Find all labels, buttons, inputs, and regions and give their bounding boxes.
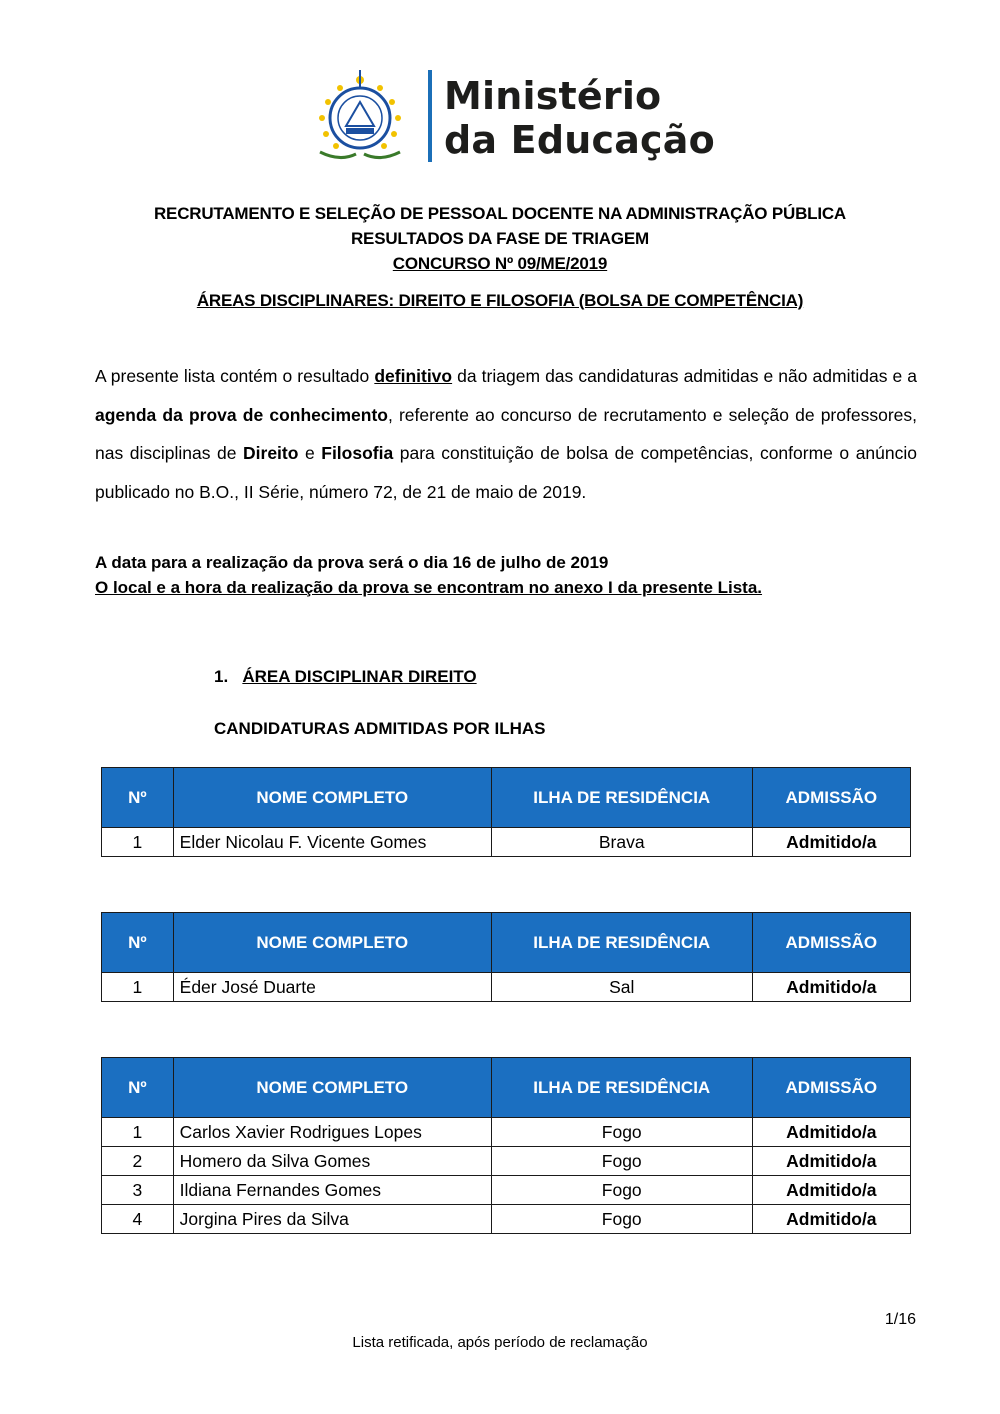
candidate-name: Éder José Duarte bbox=[173, 973, 491, 1002]
admission-status: Admitido/a bbox=[752, 828, 910, 857]
column-header: Nº bbox=[102, 913, 174, 973]
row-number: 4 bbox=[102, 1205, 174, 1234]
candidate-name: Jorgina Pires da Silva bbox=[173, 1205, 491, 1234]
intro-text-4: e bbox=[298, 443, 322, 463]
row-number: 1 bbox=[102, 973, 174, 1002]
logo-wordmark bbox=[444, 74, 715, 162]
admitted-table-fogo bbox=[101, 1057, 911, 1234]
table-header-row bbox=[102, 768, 911, 828]
intro-paragraph bbox=[95, 357, 917, 511]
logo-divider bbox=[428, 70, 432, 162]
intro-bold-direito: Direito bbox=[243, 443, 299, 463]
intro-bold-filosofia: Filosofia bbox=[321, 443, 394, 463]
title-line2: RESULTADOS DA FASE DE TRIAGEM bbox=[350, 229, 649, 248]
section-title: ÁREA DISCIPLINAR DIREITO bbox=[242, 667, 477, 686]
table-row bbox=[102, 973, 911, 1002]
column-header: Nº bbox=[102, 768, 174, 828]
section-subtitle: CANDIDATURAS ADMITIDAS POR ILHAS bbox=[214, 719, 546, 738]
intro-text-3: , referente ao concurso de recrutamento e seleção de professores, nas disciplinas de bbox=[95, 404, 917, 463]
title-line1: RECRUTAMENTO E SELEÇÃO DE PESSOAL DOCENTE NA ADMINISTRAÇÃO PÚBLICA bbox=[153, 204, 847, 223]
row-number: 3 bbox=[102, 1176, 174, 1205]
intro-bold-agenda: agenda da prova de conhecimento bbox=[95, 404, 388, 425]
column-header: NOME COMPLETO bbox=[173, 913, 491, 973]
island: Sal bbox=[491, 973, 752, 1002]
table-row bbox=[102, 1118, 911, 1147]
island: Fogo bbox=[491, 1147, 752, 1176]
admitted-table-brava bbox=[101, 767, 911, 857]
contest-number: CONCURSO Nº 09/ME/2019 bbox=[392, 254, 608, 273]
admitted-table-sal bbox=[101, 912, 911, 1002]
section-heading bbox=[214, 667, 477, 687]
column-header: ADMISSÃO bbox=[752, 768, 910, 828]
footer-note: Lista retificada, após período de reclamação bbox=[352, 1334, 648, 1351]
exam-location-notice: O local e a hora da realização da prova se encontram no anexo I da presente Lista. bbox=[95, 578, 763, 597]
column-header: ILHA DE RESIDÊNCIA bbox=[491, 913, 752, 973]
admission-status: Admitido/a bbox=[752, 1147, 910, 1176]
table-row bbox=[102, 1176, 911, 1205]
admission-status: Admitido/a bbox=[752, 973, 910, 1002]
island: Fogo bbox=[491, 1205, 752, 1234]
island: Fogo bbox=[491, 1118, 752, 1147]
column-header: Nº bbox=[102, 1058, 174, 1118]
exam-date-notice: A data para a realização da prova será o dia 16 de julho de 2019 bbox=[95, 553, 609, 572]
island: Fogo bbox=[491, 1176, 752, 1205]
candidate-name: Carlos Xavier Rodrigues Lopes bbox=[173, 1118, 491, 1147]
island: Brava bbox=[491, 828, 752, 857]
column-header: ILHA DE RESIDÊNCIA bbox=[491, 1058, 752, 1118]
areas-title: ÁREAS DISCIPLINARES: DIREITO E FILOSOFIA (BOLSA DE COMPETÊNCIA) bbox=[196, 291, 804, 310]
admission-status: Admitido/a bbox=[752, 1205, 910, 1234]
intro-text-1: A presente lista contém o resultado bbox=[95, 366, 375, 386]
table-row bbox=[102, 1147, 911, 1176]
logo-line2: da Educação bbox=[444, 118, 715, 162]
intro-text-5: para constituição de bolsa de competências, conforme o anúncio publicado no B.O., II Série, número 72, de 21 de maio de 2019. bbox=[95, 443, 917, 502]
table-header-row bbox=[102, 913, 911, 973]
row-number: 2 bbox=[102, 1147, 174, 1176]
admission-status: Admitido/a bbox=[752, 1118, 910, 1147]
admission-status: Admitido/a bbox=[752, 1176, 910, 1205]
section-number: 1. bbox=[214, 667, 229, 686]
page-number: 1/16 bbox=[884, 1311, 916, 1328]
intro-text-2: da triagem das candidaturas admitidas e não admitidas e a bbox=[452, 366, 917, 386]
column-header: NOME COMPLETO bbox=[173, 768, 491, 828]
column-header: ADMISSÃO bbox=[752, 913, 910, 973]
title-line3 bbox=[0, 252, 1000, 276]
column-header: ILHA DE RESIDÊNCIA bbox=[491, 768, 752, 828]
row-number: 1 bbox=[102, 1118, 174, 1147]
column-header: NOME COMPLETO bbox=[173, 1058, 491, 1118]
cabo-verde-seal-icon bbox=[300, 66, 420, 166]
table-row bbox=[102, 828, 911, 857]
column-header: ADMISSÃO bbox=[752, 1058, 910, 1118]
row-number: 1 bbox=[102, 828, 174, 857]
table-row bbox=[102, 1205, 911, 1234]
candidate-name: Ildiana Fernandes Gomes bbox=[173, 1176, 491, 1205]
logo-line1: Ministério bbox=[444, 74, 662, 118]
title-line4 bbox=[0, 289, 1000, 313]
table-header-row bbox=[102, 1058, 911, 1118]
candidate-name: Homero da Silva Gomes bbox=[173, 1147, 491, 1176]
candidate-name: Elder Nicolau F. Vicente Gomes bbox=[173, 828, 491, 857]
intro-bold-definitivo: definitivo bbox=[374, 366, 453, 386]
